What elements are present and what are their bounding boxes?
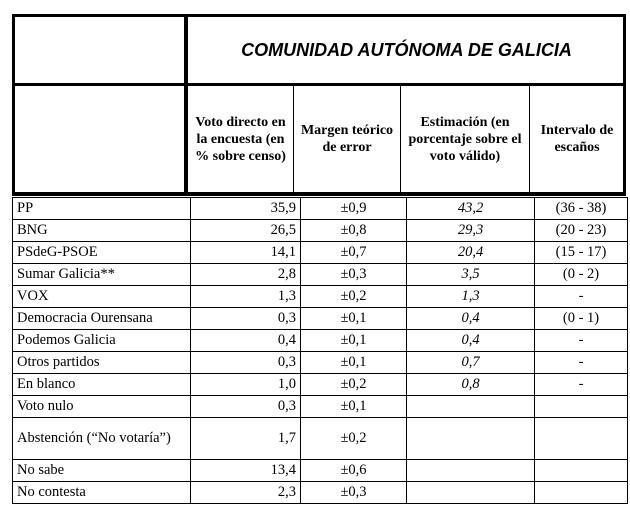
margen-value: ±0,9 [301,198,407,220]
margen-value: ±0,1 [301,396,407,418]
margen-value: ±0,2 [301,286,407,308]
header-margen: Margen teórico de error [300,123,394,155]
estimacion-value: 43,2 [407,198,535,220]
voto-directo-value: 0,3 [191,352,301,374]
party-name: PP [13,198,191,220]
margen-value: ±0,2 [301,374,407,396]
party-name: Democracia Ourensana [13,308,191,330]
category-name: Abstención (“No votaría”) [13,418,191,460]
header-sep [529,86,530,192]
party-name: Otros partidos [13,352,191,374]
empty-cell [407,418,535,460]
table-row [13,198,628,220]
estimacion-value: 0,8 [407,374,535,396]
party-name: PSdeG-PSOE [13,242,191,264]
intervalo-value: - [535,374,628,396]
margen-value: ±0,7 [301,242,407,264]
estimacion-value: 0,4 [407,308,535,330]
table-row [13,308,628,330]
table-row [13,396,628,418]
header-rule-bottom [12,192,626,196]
estimacion-value: 0,4 [407,330,535,352]
header-intervalo: Intervalo de escaños [540,123,614,155]
table-row [13,330,628,352]
empty-cell [535,396,628,418]
voto-directo-value: 1,0 [191,374,301,396]
margen-value: ±0,3 [301,264,407,286]
table-row [13,242,628,264]
party-name: En blanco [13,374,191,396]
results-table [12,197,628,504]
estimacion-value: 20,4 [407,242,535,264]
voto-directo-value: 26,5 [191,220,301,242]
voto-directo-value: 0,3 [191,396,301,418]
header-sep [400,86,401,192]
table-row [13,418,628,460]
category-name: No contesta [13,482,191,504]
voto-directo-value: 13,4 [191,460,301,482]
intervalo-value: (20 - 23) [535,220,628,242]
margen-value: ±0,6 [301,460,407,482]
empty-cell [535,460,628,482]
table-title: COMUNIDAD AUTÓNOMA DE GALICIA [241,39,572,60]
empty-cell [407,460,535,482]
voto-directo-value: 1,7 [191,418,301,460]
intervalo-value: (36 - 38) [535,198,628,220]
estimacion-value: 3,5 [407,264,535,286]
intervalo-value: - [535,330,628,352]
header-estimacion: Estimación (en porcentaje sobre el voto válido) [408,114,522,164]
table-row [13,374,628,396]
empty-cell [407,482,535,504]
intervalo-value: (0 - 2) [535,264,628,286]
voto-directo-value: 2,8 [191,264,301,286]
header-voto-directo: Voto directo en la encuesta (en % sobre censo) [195,114,286,164]
margen-value: ±0,1 [301,330,407,352]
table-row [13,286,628,308]
margen-value: ±0,2 [301,418,407,460]
table-row [13,460,628,482]
margen-value: ±0,3 [301,482,407,504]
category-name: No sabe [13,460,191,482]
empty-cell [535,482,628,504]
voto-directo-value: 35,9 [191,198,301,220]
party-name: Sumar Galicia** [13,264,191,286]
margen-value: ±0,1 [301,308,407,330]
margen-value: ±0,1 [301,352,407,374]
intervalo-value: (15 - 17) [535,242,628,264]
estimacion-value: 29,3 [407,220,535,242]
estimacion-value: 1,3 [407,286,535,308]
header-divider [184,14,188,196]
voto-directo-value: 0,4 [191,330,301,352]
table-row [13,264,628,286]
voto-directo-value: 0,3 [191,308,301,330]
voto-directo-value: 14,1 [191,242,301,264]
estimacion-value: 0,7 [407,352,535,374]
table-row [13,482,628,504]
party-name: VOX [13,286,191,308]
table-row [13,220,628,242]
table-row [13,352,628,374]
header-sep [293,86,294,192]
empty-cell [407,396,535,418]
intervalo-value: - [535,352,628,374]
party-name: BNG [13,220,191,242]
category-name: Voto nulo [13,396,191,418]
voto-directo-value: 1,3 [191,286,301,308]
party-name: Podemos Galicia [13,330,191,352]
voto-directo-value: 2,3 [191,482,301,504]
intervalo-value: (0 - 1) [535,308,628,330]
intervalo-value: - [535,286,628,308]
empty-cell [535,418,628,460]
margen-value: ±0,8 [301,220,407,242]
